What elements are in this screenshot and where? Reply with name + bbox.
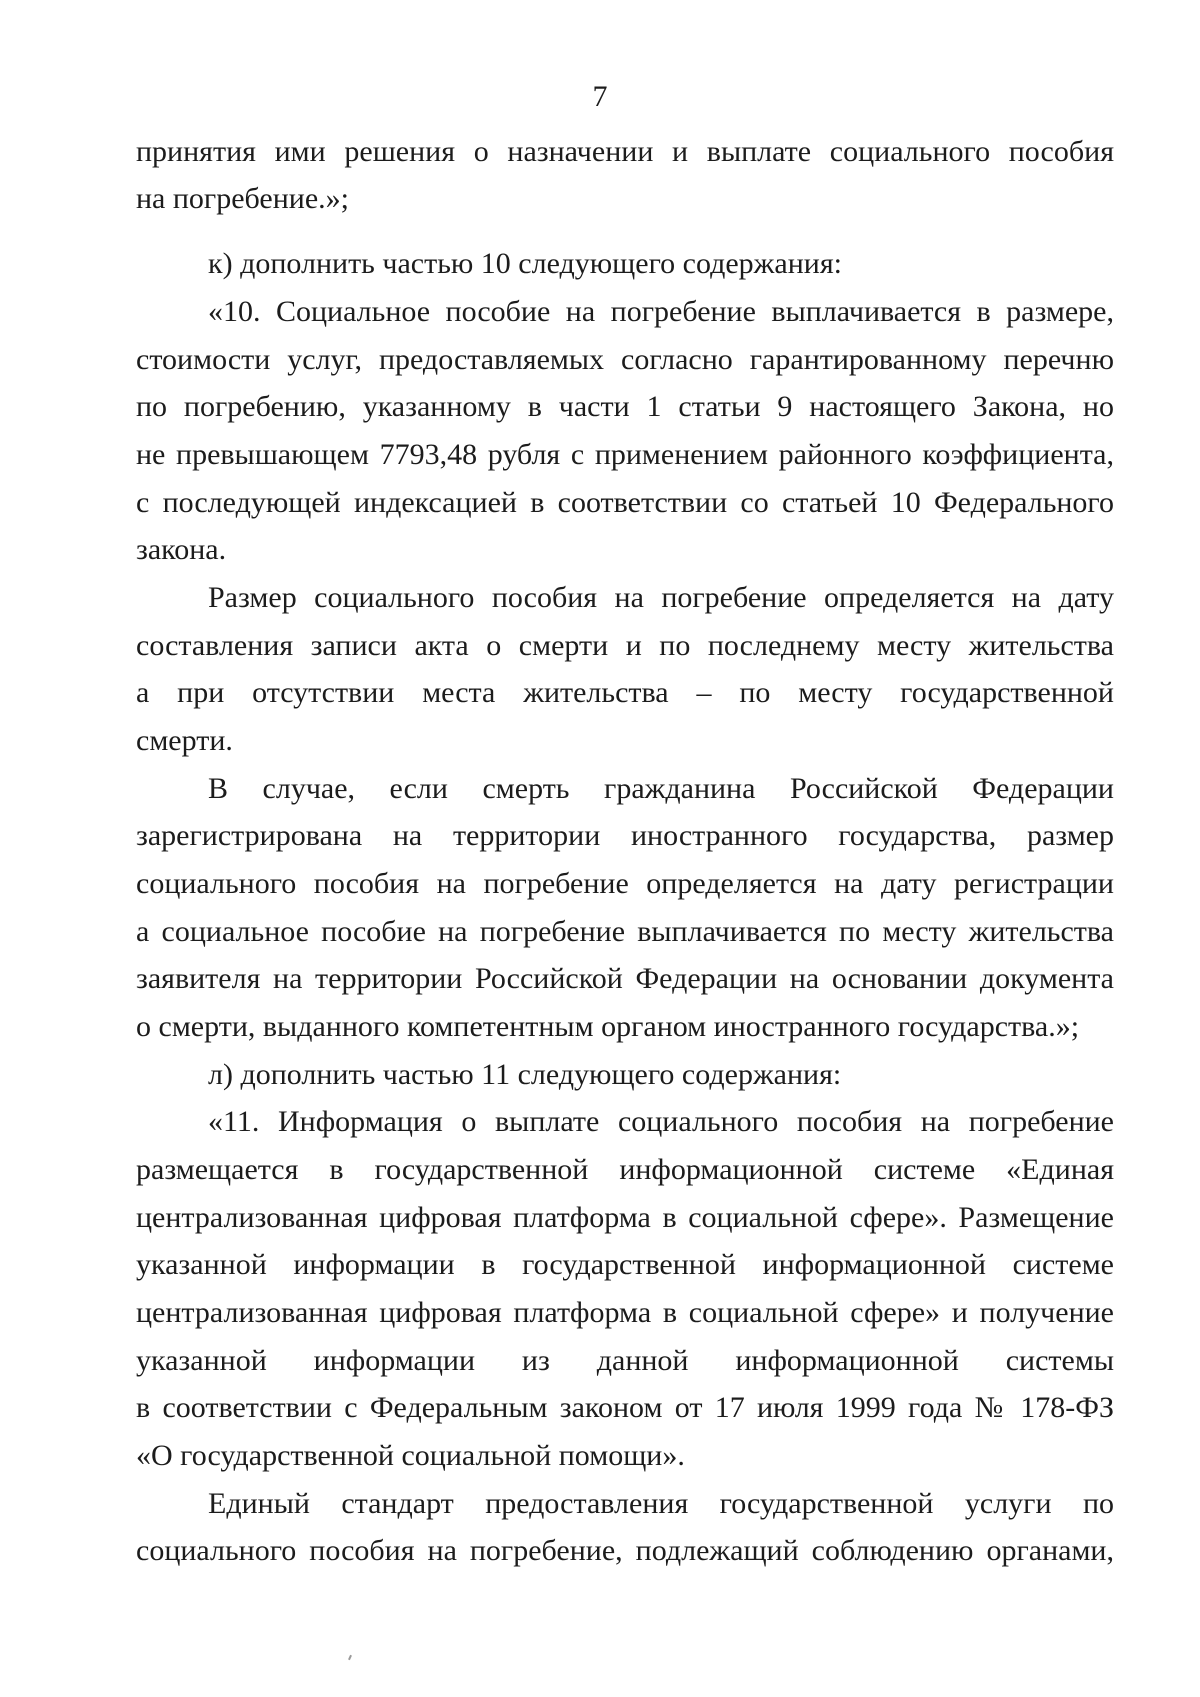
text-line: указанной информации в государственной информационной системе — [136, 1248, 1114, 1281]
text-line: на погребение.»; — [136, 182, 349, 215]
text-line: указанной информации из данной информационной системы — [136, 1344, 1114, 1377]
text-line: по погребению, указанному в части 1 статьи 9 настоящего Закона, но — [136, 390, 1114, 423]
text-line: размещается в государственной информационной системе «Единая — [136, 1153, 1114, 1186]
text-line: «11. Информация о выплате социального пособия на погребение — [208, 1105, 1114, 1138]
text-line: смерти. — [136, 724, 233, 757]
text-line: к) дополнить частью 10 следующего содержания: — [208, 247, 842, 280]
text-line: В случае, если смерть гражданина Российской Федерации — [208, 772, 1114, 805]
scan-speck — [348, 1655, 352, 1660]
text-line: не превышающем 7793,48 рубля с применением районного коэффициента, — [136, 438, 1114, 471]
text-line: социального пособия на погребение, подлежащий соблюдению органами, — [136, 1534, 1114, 1567]
text-line: а при отсутствии места жительства – по месту государственной — [136, 676, 1114, 709]
text-line: стоимости услуг, предоставляемых согласно гарантированному перечню — [136, 343, 1114, 376]
text-line: социального пособия на погребение определяется на дату регистрации — [136, 867, 1114, 900]
text-line: с последующей индексацией в соответствии со статьей 10 Федерального — [136, 486, 1114, 519]
text-line: централизованная цифровая платформа в социальной сфере». Размещение — [136, 1201, 1114, 1234]
text-line: зарегистрирована на территории иностранного государства, размер — [136, 819, 1114, 852]
page-number: 7 — [592, 80, 608, 113]
text-line: «О государственной социальной помощи». — [136, 1439, 685, 1472]
text-line: составления записи акта о смерти и по последнему месту жительства — [136, 629, 1114, 662]
text-line: заявителя на территории Российской Федерации на основании документа — [136, 962, 1114, 995]
text-line: «10. Социальное пособие на погребение выплачивается в размере, — [208, 295, 1114, 328]
text-line: принятия ими решения о назначении и выплате социального пособия — [136, 135, 1114, 168]
text-line: Размер социального пособия на погребение определяется на дату — [208, 581, 1114, 614]
text-line: закона. — [136, 533, 227, 566]
text-line: а социальное пособие на погребение выплачивается по месту жительства — [136, 915, 1114, 948]
text-line: в соответствии с Федеральным законом от 17 июля 1999 года № 178-ФЗ — [136, 1391, 1114, 1424]
text-line: л) дополнить частью 11 следующего содержания: — [208, 1058, 842, 1091]
text-line: о смерти, выданного компетентным органом иностранного государства.»; — [136, 1010, 1080, 1043]
text-line: централизованная цифровая платформа в социальной сфере» и получение — [136, 1296, 1114, 1329]
text-line: Единый стандарт предоставления государственной услуги по — [208, 1487, 1114, 1520]
